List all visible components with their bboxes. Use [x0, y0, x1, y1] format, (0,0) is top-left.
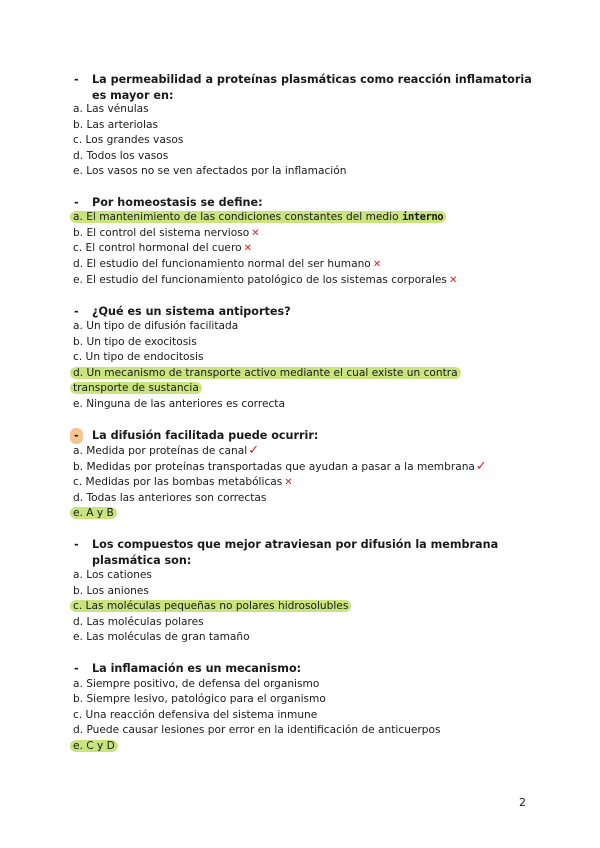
answer-highlight: c. Las moléculas pequeñas no polares hidrosolubles — [70, 600, 351, 612]
option-e — [73, 506, 117, 522]
option-a: a. Un tipo de difusión facilitada — [73, 320, 239, 332]
question-stem: - La difusión facilitada puede ocurrir: — [92, 428, 318, 444]
answer-highlight: transporte de sustancia — [70, 382, 202, 394]
answer-highlight: e. C y D — [70, 740, 118, 752]
cross-mark-icon: ✕ — [251, 228, 260, 239]
option-b: b. El control del sistema nervioso ✕ — [73, 227, 260, 239]
option-b: b. Medidas por proteínas transportadas que ayudan a pasar a la membrana✓ — [73, 459, 487, 474]
option-d: d. Puede causar lesiones por error en la identificación de anticuerpos — [73, 724, 441, 736]
cross-mark-icon: ✕ — [448, 275, 458, 286]
option-a: a. Las vénulas — [73, 103, 149, 115]
bullet-dash: - — [74, 662, 79, 675]
option-e: e. Las moléculas de gran tamaño — [73, 631, 250, 643]
option-b: b. Un tipo de exocitosis — [73, 336, 197, 348]
option-d: d. Las moléculas polares — [73, 616, 204, 628]
bullet-dash: - — [70, 428, 83, 444]
question-stem: - La permeabilidad a proteínas plasmáticas como reacción inflamatoria es mayor en: — [74, 73, 532, 102]
cross-mark-icon: ✕ — [243, 243, 252, 254]
question-stem: - Los compuestos que mejor atraviesan por difusión la membrana plasmática son: — [74, 538, 499, 567]
option-c: c. Una reacción defensiva del sistema inmune — [73, 709, 318, 721]
option-a: a. Medida por proteínas de canal✓ — [73, 443, 260, 458]
option-e: e. El estudio del funcionamiento patológico de los sistemas corporales ✕ — [73, 274, 458, 286]
cross-mark-icon: ✕ — [284, 477, 293, 488]
option-a — [73, 210, 446, 226]
option-c: c. Un tipo de endocitosis — [73, 351, 204, 363]
question-stem: - La inflamación es un mecanismo: — [74, 662, 302, 675]
handwritten-note: interno — [401, 211, 444, 223]
bullet-dash: - — [74, 196, 79, 209]
option-d: d. Todas las anteriores son correctas — [73, 492, 267, 504]
question-stem: - Por homeostasis se define: — [74, 196, 263, 209]
option-c: c. Los grandes vasos — [73, 134, 184, 146]
page-number: 2 — [519, 796, 526, 809]
option-d-continued — [73, 381, 202, 397]
option-d: d. El estudio del funcionamiento normal del ser humano ✕ — [73, 258, 382, 270]
bullet-dash: - — [74, 73, 79, 86]
check-mark-icon: ✓ — [475, 459, 487, 474]
option-e: e. Ninguna de las anteriores es correcta — [73, 398, 285, 410]
option-c: c. Medidas por las bombas metabólicas ✕ — [73, 476, 293, 488]
option-e — [73, 739, 118, 755]
option-b: b. Los aniones — [73, 585, 149, 597]
option-b: b. Siempre lesivo, patológico para el organismo — [73, 693, 326, 705]
answer-highlight: e. A y B — [70, 507, 117, 519]
option-d — [73, 366, 461, 382]
option-e: e. Los vasos no se ven afectados por la inflamación — [73, 165, 347, 177]
answer-highlight: d. Un mecanismo de transporte activo mediante el cual existe un contra — [70, 367, 461, 379]
option-d: d. Todos los vasos — [73, 150, 169, 162]
answer-highlight: a. El mantenimiento de las condiciones constantes del medio interno — [70, 211, 446, 223]
option-b: b. Las arteriolas — [73, 119, 158, 131]
question-stem: - ¿Qué es un sistema antiportes? — [74, 305, 291, 318]
option-a: a. Los cationes — [73, 569, 152, 581]
check-mark-icon: ✓ — [248, 443, 260, 458]
cross-mark-icon: ✕ — [372, 259, 382, 270]
bullet-dash: - — [74, 538, 79, 551]
option-a: a. Siempre positivo, de defensa del organismo — [73, 678, 320, 690]
option-c: c. El control hormonal del cuero ✕ — [73, 242, 252, 254]
option-c — [73, 599, 351, 615]
bullet-dash: - — [74, 305, 79, 318]
